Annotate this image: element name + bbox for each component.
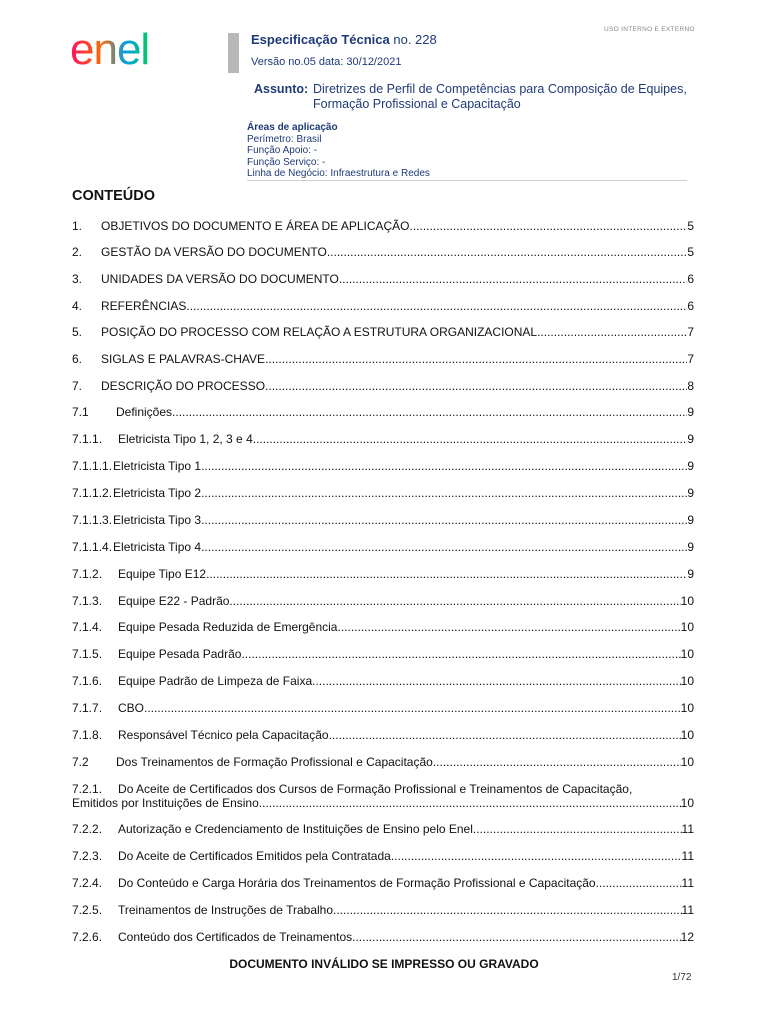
toc-entry-number: 7.2.1. <box>72 782 103 796</box>
toc-entry-page: 11 <box>681 876 694 890</box>
toc-entry-number: 7.1 <box>72 405 89 419</box>
toc-entry[interactable] <box>72 728 694 743</box>
toc-entry[interactable] <box>72 486 694 501</box>
toc-entry-number: 7.2.3. <box>72 849 103 863</box>
toc-entry-number: 7.1.6. <box>72 674 103 688</box>
toc-entry-number: 1. <box>72 219 83 233</box>
toc-entry-title: OBJETIVOS DO DOCUMENTO E ÁREA DE APLICAÇÃO <box>101 219 410 233</box>
toc-entry-title: Emitidos por Instituições de Ensino. <box>72 796 263 810</box>
toc-entry-number: 7.1.2. <box>72 567 103 581</box>
toc-entry-page: 10 <box>680 796 694 810</box>
toc-entry-page: 10 <box>680 647 694 661</box>
toc-entry-number: 7.1.1.3. <box>72 513 113 527</box>
toc-entry[interactable] <box>72 594 694 609</box>
toc-entry-page: 7 <box>687 352 694 366</box>
toc-entry-page: 10 <box>680 728 694 742</box>
toc-leader-dots <box>229 594 680 608</box>
toc-entry[interactable] <box>72 513 694 528</box>
header-rule <box>247 180 687 181</box>
toc-entry[interactable] <box>72 432 694 447</box>
header-divider-bar <box>228 33 239 73</box>
toc-leader-dots <box>339 272 687 286</box>
toc-entry-title: DESCRIÇÃO DO PROCESSO <box>101 379 266 393</box>
toc-leader-dots <box>172 405 687 419</box>
toc-entry-page: 10 <box>680 594 694 608</box>
toc-entry-title: Eletricista Tipo 4 <box>113 540 202 554</box>
toc-entry-page: 11 <box>681 822 694 836</box>
toc-entry[interactable] <box>72 459 694 474</box>
toc-entry-title: Eletricista Tipo 3 <box>113 513 202 527</box>
toc-entry-number: 7.2 <box>72 755 89 769</box>
toc-entry-title: Responsável Técnico pela Capacitação <box>118 728 329 742</box>
assunto-label: Assunto: <box>254 82 309 96</box>
toc-entry-page: 9 <box>687 432 694 446</box>
toc-entry-title: SIGLAS E PALAVRAS-CHAVE <box>101 352 266 366</box>
toc-entry-number: 2. <box>72 245 83 259</box>
toc-entry-page: 9 <box>687 513 694 527</box>
contents-title: CONTEÚDO <box>72 188 155 204</box>
toc-entry-title: UNIDADES DA VERSÃO DO DOCUMENTO <box>101 272 339 286</box>
toc-entry-number: 7.2.6. <box>72 930 103 944</box>
toc-entry-number: 5. <box>72 325 83 339</box>
toc-leader-dots <box>144 701 681 715</box>
enel-logo <box>68 28 186 72</box>
toc-entry[interactable] <box>72 674 694 689</box>
toc-entry-number: 7.1.1.4. <box>72 540 113 554</box>
toc-entry-title: Do Conteúdo e Carga Horária dos Treinamentos de Formação Profissional e Capacitação <box>118 876 596 890</box>
toc-entry[interactable] <box>72 822 694 837</box>
toc-entry-number: 7. <box>72 379 83 393</box>
toc-entry-page: 10 <box>680 674 694 688</box>
toc-entry[interactable] <box>72 647 694 662</box>
toc-entry-title: Autorização e Credenciamento de Instituições de Ensino pelo Enel <box>118 822 473 836</box>
toc-entry-number: 6. <box>72 352 83 366</box>
spec-title: Especificação Técnica no. 228 <box>251 32 437 47</box>
toc-entry-title: Treinamentos de Instruções de Trabalho <box>118 903 334 917</box>
toc-entry-title: Conteúdo dos Certificados de Treinamentos <box>118 930 353 944</box>
toc-entry-number: 7.1.7. <box>72 701 103 715</box>
toc-entry-page: 9 <box>687 567 694 581</box>
toc-leader-dots <box>333 903 682 917</box>
toc-entry-page: 5 <box>687 245 694 259</box>
toc-leader-dots <box>327 245 687 259</box>
toc-entry[interactable] <box>72 849 694 864</box>
toc-entry-page: 9 <box>687 405 694 419</box>
toc-entry-number: 7.2.4. <box>72 876 103 890</box>
toc-leader-dots <box>201 540 687 554</box>
toc-entry-number: 7.1.3. <box>72 594 103 608</box>
toc-leader-dots <box>241 647 680 661</box>
toc-entry-number: 3. <box>72 272 83 286</box>
application-areas: Áreas de aplicação Perímetro: Brasil Função Apoio: - Função Serviço: - Linha de Negócio: Infraestrutura e Redes <box>247 122 430 179</box>
toc-entry[interactable] <box>72 620 694 635</box>
toc-leader-dots <box>262 796 681 810</box>
toc-entry-page: 9 <box>687 486 694 500</box>
toc-leader-dots <box>352 930 681 944</box>
assunto-text: Diretrizes de Perfil de Competências para Composição de Equipes, Formação Profissional e Capacitação <box>313 82 687 111</box>
toc-entry[interactable] <box>72 930 694 945</box>
toc-entry-page: 6 <box>687 299 694 313</box>
toc-leader-dots <box>265 352 687 366</box>
toc-entry-title: Eletricista Tipo 1 <box>113 459 202 473</box>
toc-leader-dots <box>186 299 687 313</box>
toc-entry[interactable] <box>72 903 694 918</box>
toc-entry-number: 7.1.1.2. <box>72 486 113 500</box>
toc-entry[interactable] <box>72 701 694 716</box>
toc-entry-number: 7.2.5. <box>72 903 103 917</box>
toc-entry-title: Equipe Pesada Reduzida de Emergência <box>118 620 338 634</box>
toc-leader-dots <box>201 513 687 527</box>
toc-entry[interactable] <box>72 379 694 394</box>
toc-entry-page: 9 <box>687 540 694 554</box>
toc-entry-continuation[interactable] <box>72 796 694 811</box>
toc-entry-number: 7.2.2. <box>72 822 103 836</box>
usage-classification: USO INTERNO E EXTERNO <box>604 26 695 33</box>
toc-entry[interactable] <box>72 876 694 891</box>
toc-entry-page: 11 <box>681 849 694 863</box>
toc-entry-number: 4. <box>72 299 83 313</box>
toc-entry-number: 7.1.4. <box>72 620 103 634</box>
toc-entry[interactable] <box>72 325 694 340</box>
version-line: Versão no.05 data: 30/12/2021 <box>251 56 402 68</box>
page-number: 1/72 <box>672 972 692 983</box>
toc-entry-title: Do Aceite de Certificados Emitidos pela Contratada <box>118 849 391 863</box>
toc-entry-number: 7.1.1. <box>72 432 103 446</box>
toc-entry-title: Equipe Tipo E12 <box>118 567 207 581</box>
toc-entry-page: 9 <box>687 459 694 473</box>
toc-leader-dots <box>337 620 680 634</box>
toc-entry-title: Do Aceite de Certificados dos Cursos de Formação Profissional e Treinamentos de Capacitação, <box>118 782 633 796</box>
toc-entry[interactable] <box>72 352 694 367</box>
toc-entry-page: 10 <box>680 755 694 769</box>
toc-leader-dots <box>312 674 681 688</box>
toc-leader-dots <box>253 432 688 446</box>
toc-entry-page: 6 <box>687 272 694 286</box>
toc-entry-title: Equipe Padrão de Limpeza de Faixa <box>118 674 313 688</box>
toc-entry-page: 5 <box>687 219 694 233</box>
toc-entry-title: Equipe Pesada Padrão <box>118 647 242 661</box>
toc-leader-dots <box>206 567 687 581</box>
toc-entry-title: REFERÊNCIAS <box>101 299 187 313</box>
toc-entry[interactable] <box>72 272 694 287</box>
toc-leader-dots <box>433 755 681 769</box>
toc-leader-dots <box>329 728 681 742</box>
toc-leader-dots <box>410 219 688 233</box>
toc-entry-title: POSIÇÃO DO PROCESSO COM RELAÇÃO A ESTRUTURA ORGANIZACIONAL <box>101 325 538 339</box>
toc-entry-title: GESTÃO DA VERSÃO DO DOCUMENTO <box>101 245 327 259</box>
invalid-document-warning: DOCUMENTO INVÁLIDO SE IMPRESSO OU GRAVADO <box>229 957 539 971</box>
toc-entry[interactable] <box>72 567 694 582</box>
toc-entry[interactable] <box>72 299 694 314</box>
svg-text:enel: enel <box>70 28 150 72</box>
toc-leader-dots <box>391 849 682 863</box>
toc-entry-page: 10 <box>680 620 694 634</box>
toc-entry[interactable] <box>72 755 694 770</box>
toc-leader-dots <box>596 876 682 890</box>
toc-entry[interactable] <box>72 245 694 260</box>
toc-leader-dots <box>201 486 687 500</box>
toc-entry-title: Dos Treinamentos de Formação Profissional e Capacitação <box>116 755 433 769</box>
toc-entry-page: 11 <box>681 903 694 917</box>
toc-leader-dots <box>537 325 687 339</box>
toc-entry-page: 10 <box>680 701 694 715</box>
toc-entry-number: 7.1.5. <box>72 647 103 661</box>
toc-entry-title: Eletricista Tipo 2 <box>113 486 202 500</box>
toc-entry-number: 7.1.8. <box>72 728 103 742</box>
toc-entry-page: 12 <box>680 930 694 944</box>
toc-leader-dots <box>201 459 687 473</box>
toc-entry[interactable] <box>72 219 694 234</box>
toc-entry[interactable] <box>72 782 632 796</box>
toc-entry-page: 8 <box>687 379 694 393</box>
toc-entry-title: Equipe E22 - Padrão <box>118 594 230 608</box>
toc-entry-page: 7 <box>687 325 694 339</box>
toc-leader-dots <box>473 822 682 836</box>
toc-entry-title: Definições <box>116 405 173 419</box>
toc-entry-title: Eletricista Tipo 1, 2, 3 e 4 <box>118 432 253 446</box>
toc-leader-dots <box>265 379 687 393</box>
toc-entry[interactable] <box>72 405 694 420</box>
toc-entry-title: CBO <box>118 701 145 715</box>
toc-entry-number: 7.1.1.1. <box>72 459 113 473</box>
toc-entry[interactable] <box>72 540 694 555</box>
